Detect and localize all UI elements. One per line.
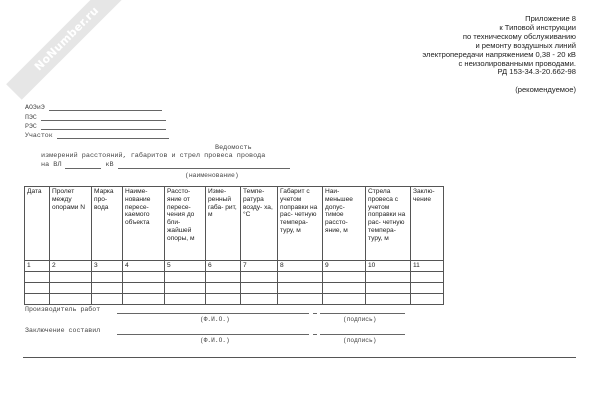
table-row (25, 283, 444, 294)
name-caption: (Ф.И.О.) (200, 316, 230, 323)
line-designation (41, 161, 290, 169)
column-number: 9 (323, 261, 366, 272)
organization-fields (25, 102, 169, 139)
org-field-res (25, 121, 169, 130)
header-cell: Заклю- чение (411, 187, 444, 261)
appendix-line: с неизолированными проводами. (458, 58, 576, 68)
table-cell[interactable] (278, 294, 323, 305)
org-field-label: РЭС (25, 122, 37, 130)
org-field-label: ПЭС (25, 113, 37, 121)
line-name-caption: (наименование) (185, 172, 239, 179)
table-cell[interactable] (123, 283, 165, 294)
table-cell[interactable] (278, 272, 323, 283)
column-number: 7 (241, 261, 278, 272)
signature-field[interactable] (320, 334, 405, 335)
name-field[interactable] (117, 334, 309, 335)
statement-heading: Ведомость (215, 144, 252, 152)
table-cell[interactable] (92, 272, 123, 283)
table-cell[interactable] (411, 272, 444, 283)
org-field-line[interactable] (49, 103, 162, 111)
table-cell[interactable] (411, 283, 444, 294)
table-cell[interactable] (411, 294, 444, 305)
column-number: 1 (25, 261, 50, 272)
table-row (25, 272, 444, 283)
org-field-line[interactable] (41, 113, 166, 121)
statement-subtitle: измерений расстояний, габаритов и стрел провеса провода (41, 152, 266, 160)
separator-dash (313, 334, 317, 335)
table-cell[interactable] (50, 294, 92, 305)
bottom-divider (23, 357, 576, 358)
table-cell[interactable] (241, 272, 278, 283)
header-cell: Темпе- ратура возду- ха, °С (241, 187, 278, 261)
table-cell[interactable] (241, 283, 278, 294)
signature-label: Заключение составил (25, 327, 101, 334)
header-cell: Дата (25, 187, 50, 261)
table-row (25, 294, 444, 305)
header-cell: Рассто- яние от пересе- чения до бли- жайшей опоры, м (165, 187, 206, 261)
column-number-row (25, 261, 444, 272)
table-cell[interactable] (165, 272, 206, 283)
watermark: NoNumber.ru (6, 0, 128, 100)
column-number: 8 (278, 261, 323, 272)
table-cell[interactable] (278, 283, 323, 294)
column-number: 2 (50, 261, 92, 272)
table-cell[interactable] (92, 283, 123, 294)
name-caption: (Ф.И.О.) (200, 337, 230, 344)
org-field-section (25, 130, 169, 139)
org-field-label: АОЭиЭ (25, 104, 45, 112)
signature-label: Производитель работ (25, 306, 101, 313)
table-cell[interactable] (241, 294, 278, 305)
header-cell: Стрела провеса с учетом поправки на рас- четную темпера- туру, м (366, 187, 411, 261)
org-field-pes (25, 111, 169, 120)
appendix-line: электропередачи напряжением 0,38 - 20 кВ (422, 49, 576, 59)
column-number: 3 (92, 261, 123, 272)
table-cell[interactable] (50, 283, 92, 294)
table-header-row (25, 187, 444, 261)
header-cell: Габарит с учетом поправки на рас- четную темпера- туру, м (278, 187, 323, 261)
appendix-line: РД 153-34.3-20.662-98 (497, 67, 576, 77)
table-cell[interactable] (25, 272, 50, 283)
appendix-line: Приложение 8 (525, 14, 576, 23)
appendix-line: и ремонту воздушных линий (475, 40, 576, 50)
header-cell: Пролет между опорами N (50, 187, 92, 261)
table-cell[interactable] (92, 294, 123, 305)
org-field-aoeie (25, 102, 169, 111)
table-cell[interactable] (25, 294, 50, 305)
signature-caption: (подпись) (343, 316, 377, 323)
table-cell[interactable] (206, 283, 241, 294)
table-cell[interactable] (366, 272, 411, 283)
org-field-line[interactable] (57, 131, 169, 139)
table-cell[interactable] (165, 294, 206, 305)
line-unit: кВ (105, 161, 114, 169)
measurements-table (24, 186, 444, 305)
line-prefix: на ВЛ (41, 161, 62, 169)
appendix-line: к Типовой инструкции (499, 22, 576, 32)
table-cell[interactable] (123, 272, 165, 283)
header-cell: Марка про- вода (92, 187, 123, 261)
table-cell[interactable] (50, 272, 92, 283)
table-cell[interactable] (323, 294, 366, 305)
separator-dash (313, 313, 317, 314)
header-cell: Наиме- нование пересе- каемого объекта (123, 187, 165, 261)
table-cell[interactable] (25, 283, 50, 294)
name-field[interactable] (117, 313, 309, 314)
signature-caption: (подпись) (343, 337, 377, 344)
recommended-note: (рекомендуемое) (515, 85, 576, 94)
column-number: 4 (123, 261, 165, 272)
line-name-field[interactable] (118, 161, 290, 169)
column-number: 6 (206, 261, 241, 272)
appendix-line: по техническому обслуживанию (462, 31, 576, 41)
column-number: 10 (366, 261, 411, 272)
column-number: 5 (165, 261, 206, 272)
column-number: 11 (411, 261, 444, 272)
org-field-label: Участок (25, 132, 53, 140)
header-cell: Наи- меньшее допус- тимое рассто- яние, м (323, 187, 366, 261)
appendix-header (422, 15, 576, 77)
signature-field[interactable] (320, 313, 405, 314)
table-cell[interactable] (206, 294, 241, 305)
table-cell[interactable] (366, 294, 411, 305)
table-cell[interactable] (206, 272, 241, 283)
table-cell[interactable] (323, 283, 366, 294)
table-cell[interactable] (165, 283, 206, 294)
voltage-field[interactable] (65, 161, 101, 169)
org-field-line[interactable] (41, 122, 166, 130)
table-cell[interactable] (366, 283, 411, 294)
header-cell: Изме- ренный габа- рит, м (206, 187, 241, 261)
table-cell[interactable] (323, 272, 366, 283)
table-cell[interactable] (123, 294, 165, 305)
